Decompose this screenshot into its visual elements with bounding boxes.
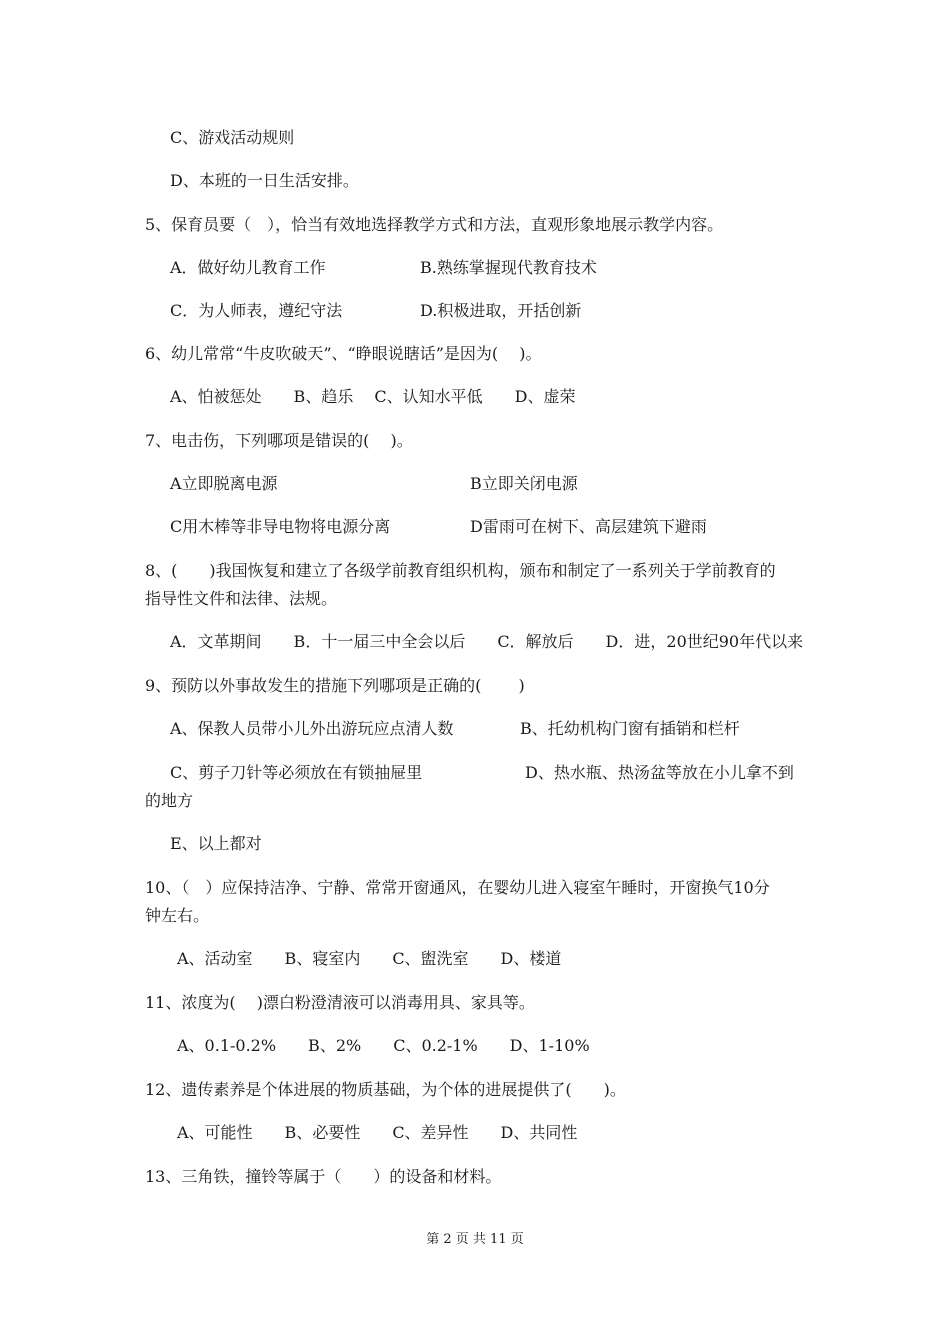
question-13: 13、三角铁，撞铃等属于（ ）的设备和材料。 [145, 1167, 502, 1186]
q9-option-b: B、托幼机构门窗有插销和栏杆 [520, 719, 740, 738]
q7-option-a: A立即脱离电源 [170, 474, 278, 493]
q11-options: A、0.1-0.2% B、2% C、0.2-1% D、1-10% [177, 1036, 590, 1055]
question-9: 9、预防以外事故发生的措施下列哪项是正确的( ) [145, 676, 525, 695]
q12-options: A、可能性 B、必要性 C、差异性 D、共同性 [177, 1123, 578, 1142]
q9-option-a: A、保教人员带小儿外出游玩应点清人数 [170, 719, 454, 738]
q10-options: A、活动室 B、寝室内 C、盥洗室 D、楼道 [177, 949, 562, 968]
q6-options: A、怕被惩处 B、趋乐 C、认知水平低 D、虚荣 [170, 387, 576, 406]
q4-option-d: D、本班的一日生活安排。 [170, 171, 359, 190]
q5-option-d: D.积极进取，开括创新 [420, 301, 582, 320]
question-11: 11、浓度为( )漂白粉澄清液可以消毒用具、家具等。 [145, 993, 535, 1012]
q9-option-d: D、热水瓶、热汤盆等放在小儿拿不到 [525, 763, 794, 782]
q9-option-c: C、剪子刀针等必须放在有锁抽屉里 [170, 763, 423, 782]
q9-option-e: E、以上都对 [170, 834, 262, 853]
question-5: 5、保育员要（ ），恰当有效地选择教学方式和方法，直观形象地展示教学内容。 [145, 215, 724, 234]
q7-option-d: D雷雨可在树下、高层建筑下避雨 [470, 517, 707, 536]
question-7: 7、电击伤，下列哪项是错误的( )。 [145, 431, 413, 450]
q5-option-b: B.熟练掌握现代教育技术 [420, 258, 597, 277]
q7-option-b: B立即关闭电源 [470, 474, 578, 493]
page-footer: 第 2 页 共 11 页 [426, 1232, 524, 1247]
question-8-line-2: 指导性文件和法律、法规。 [145, 589, 338, 608]
question-6: 6、幼儿常常“牛皮吹破天”、“睁眼说瞎话”是因为( )。 [145, 344, 542, 363]
question-10-line-1: 10、（ ）应保持洁净、宁静、常常开窗通风，在婴幼儿进入寝室午睡时，开窗换气10分 [145, 878, 770, 897]
q5-option-c: C．为人师表，遵纪守法 [170, 301, 343, 320]
q8-options: A．文革期间 B．十一届三中全会以后 C．解放后 D．进，20世纪90年代以来 [170, 632, 804, 651]
q5-option-a: A．做好幼儿教育工作 [170, 258, 326, 277]
question-10-line-2: 钟左右。 [145, 906, 210, 925]
question-8-line-1: 8、( )我国恢复和建立了各级学前教育组织机构，颁布和制定了一系列关于学前教育的 [145, 561, 776, 580]
q4-option-c: C、游戏活动规则 [170, 128, 295, 147]
q7-option-c: C用木棒等非导电物将电源分离 [170, 517, 391, 536]
question-12: 12、遗传素养是个体进展的物质基础，为个体的进展提供了( )。 [145, 1080, 626, 1099]
q9-option-d-cont: 的地方 [145, 791, 194, 810]
